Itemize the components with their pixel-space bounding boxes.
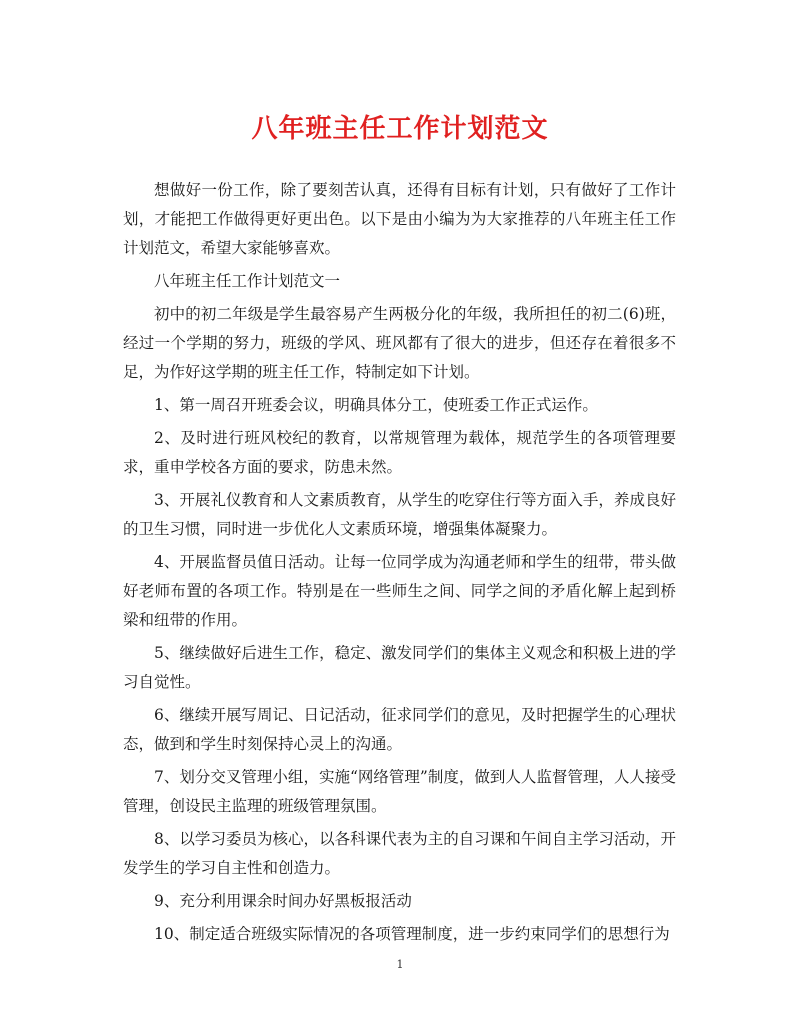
list-item-4: 4、开展监督员值日活动。让每一位同学成为沟通老师和学生的纽带，带头做好老师布置的各项工作。特别是在一些师生之间、同学之间的矛盾化解上起到桥梁和纽带的作用。: [123, 553, 676, 629]
list-item-3: 3、开展礼仪教育和人文素质教育，从学生的吃穿住行等方面入手，养成良好的卫生习惯，同时进一步优化人文素质环境，增强集体凝聚力。: [123, 491, 676, 538]
document-title: 八年班主任工作计划范文: [251, 114, 549, 144]
list-item-8: 8、以学习委员为核心，以各科课代表为主的自习课和午间自主学习活动，开发学生的学习自主性和创造力。: [123, 830, 676, 877]
list-item-9: 9、充分利用课余时间办好黑板报活动: [154, 892, 412, 910]
page-number: 1: [396, 958, 404, 971]
list-item-6: 6、继续开展写周记、日记活动，征求同学们的意见，及时把握学生的心理状态，做到和学生时刻保持心灵上的沟通。: [123, 706, 676, 753]
document-body: [123, 176, 676, 953]
list-item-10: 10、制定适合班级实际情况的各项管理制度，进一步约束同学们的思想行为: [154, 925, 670, 943]
list-item-5: 5、继续做好后进生工作，稳定、激发同学们的集体主义观念和积极上进的学习自觉性。: [123, 644, 676, 691]
list-item-7: 7、划分交叉管理小组，实施“网络管理”制度，做到人人监督管理，人人接受管理，创设民主监理的班级管理氛围。: [123, 768, 676, 815]
intro-paragraph: 想做好一份工作，除了要刻苦认真，还得有目标有计划，只有做好了工作计划，才能把工作做得更好更出色。以下是由小编为为大家推荐的八年班主任工作计划范文，希望大家能够喜欢。: [123, 181, 676, 257]
list-item-2: 2、及时进行班风校纪的教育，以常规管理为载体，规范学生的各项管理要求，重申学校各方面的要求，防患未然。: [123, 429, 676, 476]
body-paragraph: 初中的初二年级是学生最容易产生两极分化的年级，我所担任的初二(6)班，经过一个学期的努力，班级的学风、班风都有了很大的进步，但还存在着很多不足，为作好这学期的班主任工作，特制定如下计划。: [123, 305, 676, 381]
list-item-1: 1、第一周召开班委会议，明确具体分工，使班委工作正式运作。: [154, 396, 598, 414]
section-heading: 八年班主任工作计划范文一: [154, 272, 341, 290]
